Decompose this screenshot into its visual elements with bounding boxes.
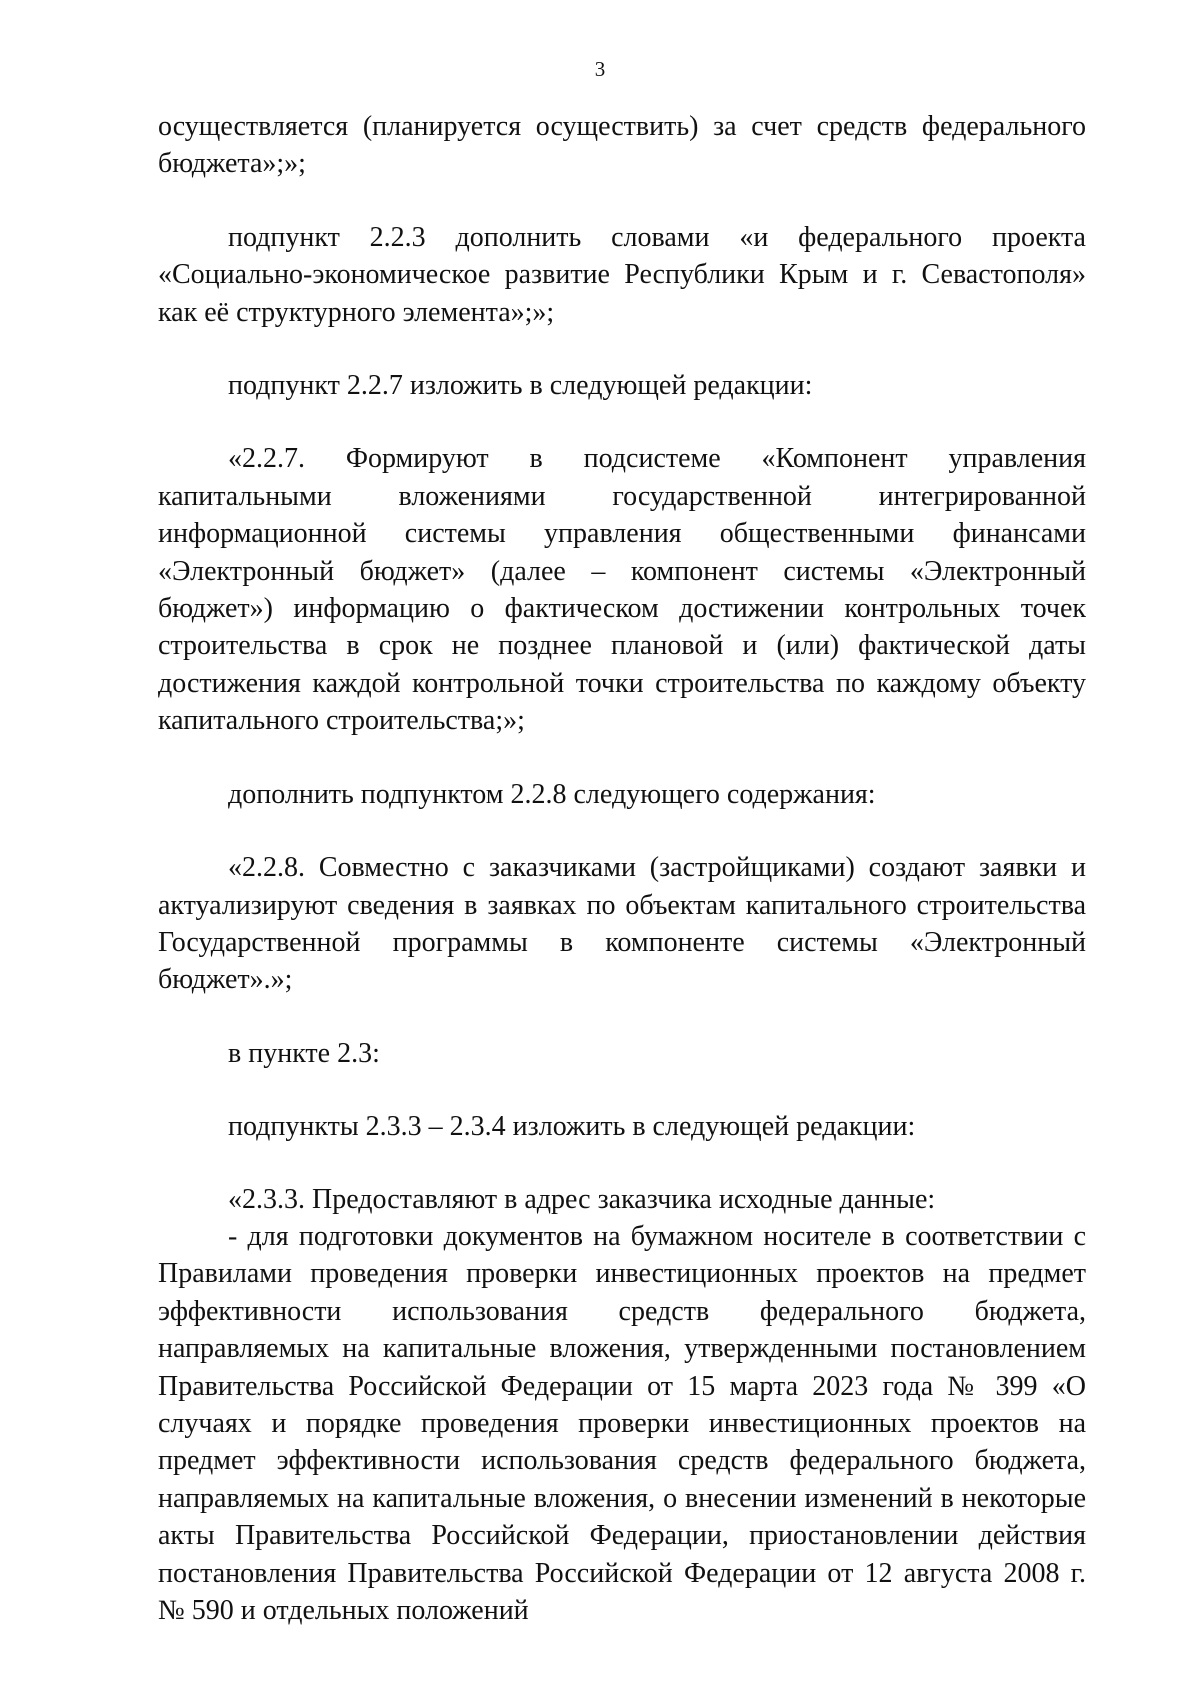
paragraph-subpoint-2-2-8-intro: дополнить подпунктом 2.2.8 следующего содержания:	[228, 778, 876, 810]
paragraph-subpoint-2-3-3-item: - для подготовки документов на бумажном носителе в соответствии с Правилами проведения проверки инвестиционных проектов на предмет эффективности использования средств федерального бюджета, направляемых на капитальные вложения, утвержденными постановлением Правительства Российской Федерации от 15 марта 2023 года № 399 «О случаях и порядке проведения проверки инвестиционных проектов на предмет эффективности использования средств федерального бюджета, направляемых на капитальные вложения, о внесении изменений в некоторые акты Правительства Российской Федерации, приостановлении действия постановления Правительства Российской Федерации от 12 августа 2008 г. № 590 и отдельных положений	[158, 1220, 1086, 1626]
paragraph-continuation: осуществляется (планируется осуществить) за счет средств федерального бюджета»;»;	[158, 111, 1086, 180]
paragraph-subpoint-2-2-3: подпункт 2.2.3 дополнить словами «и федерального проекта «Социально-экономическое развитие Республики Крым и г. Севастополя» как её структурного элемента»;»;	[158, 221, 1086, 328]
paragraph-subpoint-2-2-7-text: «2.2.7. Формируют в подсистеме «Компонент управления капитальными вложениями государственной интегрированной информационной системы управления общественными финансами «Электронный бюджет» (далее – компонент системы «Электронный бюджет») информацию о фактическом достижении контрольных точек строительства в срок не позднее плановой и (или) фактической даты достижения каждой контрольной точки строительства по каждому объекту капитального строительства;»;	[158, 443, 1086, 737]
paragraph-point-2-3: в пункте 2.3:	[228, 1037, 380, 1069]
paragraph-subpoint-2-2-8-text: «2.2.8. Совместно с заказчиками (застройщиками) создают заявки и актуализируют сведения в заявках по объектам капитального строительства Государственной программы в компоненте системы «Электронный бюджет».»;	[158, 852, 1086, 996]
paragraph-subpoint-2-2-7-intro: подпункт 2.2.7 изложить в следующей редакции:	[228, 370, 813, 402]
document-body	[158, 108, 1086, 1629]
paragraph-subpoint-2-3-3-text: «2.3.3. Предоставляют в адрес заказчика исходные данные:	[228, 1183, 936, 1215]
page-number: 3	[594, 57, 606, 81]
paragraph-subpoints-2-3-3-2-3-4-intro: подпункты 2.3.3 – 2.3.4 изложить в следующей редакции:	[228, 1111, 916, 1143]
